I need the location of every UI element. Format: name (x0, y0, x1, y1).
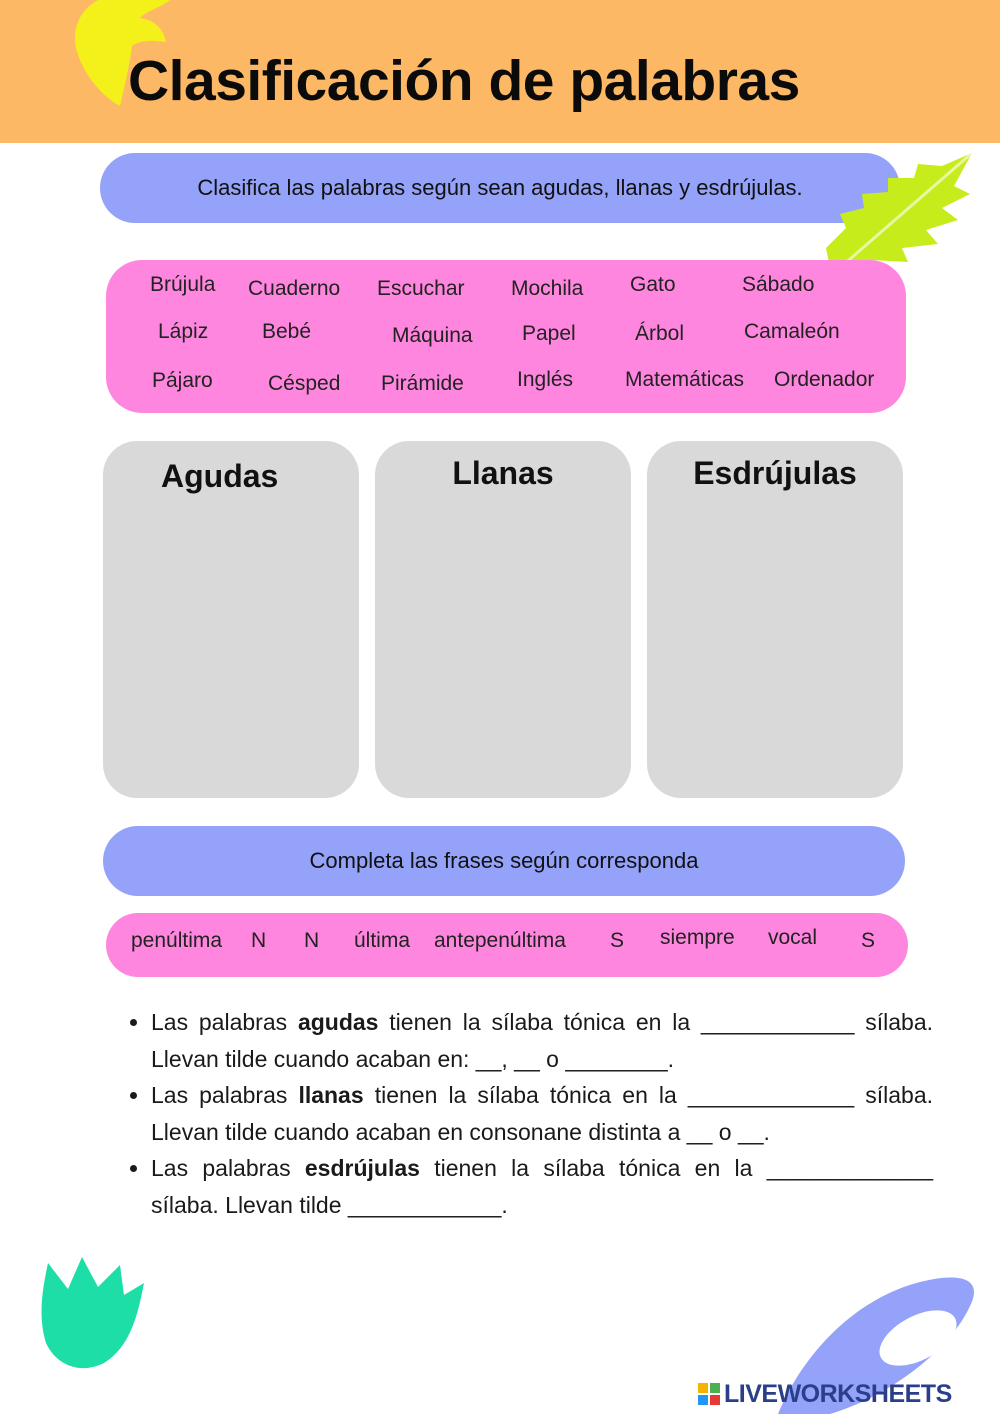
fill-word-item[interactable]: antepenúltima (434, 929, 566, 952)
word-bank-item[interactable]: Sábado (742, 273, 815, 296)
word-bank-item[interactable]: Máquina (392, 324, 473, 347)
word-bank-item[interactable]: Lápiz (158, 320, 209, 343)
word-bank-item[interactable]: Matemáticas (625, 368, 745, 391)
word-bank-item[interactable]: Ordenador (774, 368, 875, 391)
llanas-heading: Llanas (452, 455, 554, 491)
sentence-agudas: • Las palabras agudas tienen la sílaba tónica en la ____________ sílaba. Llevan tilde cuando acaban en: __, __ o ________. (151, 1004, 933, 1077)
sentence-list (124, 1004, 933, 1223)
word-bank-item[interactable]: Pirámide (381, 372, 464, 395)
esdrujulas-dropzone[interactable] (647, 441, 903, 798)
fill-word-item[interactable]: N (304, 929, 320, 952)
sentence-llanas: • Las palabras llanas tienen la sílaba tónica en la _____________ sílaba. Llevan tilde cuando acaban en consonane distinta a __ o __. (151, 1077, 933, 1150)
page-title: Clasificación de palabras (128, 49, 800, 113)
fill-word-item[interactable]: S (610, 929, 625, 952)
word-bank-item[interactable]: Cuaderno (248, 277, 341, 300)
classify-instruction (100, 153, 900, 223)
agudas-heading: Agudas (161, 458, 279, 494)
word-bank-item[interactable]: Brújula (150, 273, 216, 296)
green-leaf-decoration (822, 150, 977, 275)
complete-instruction (103, 826, 905, 896)
fill-word-item[interactable]: N (251, 929, 267, 952)
sentence-esdrujulas: • Las palabras esdrújulas tienen la sílaba tónica en la _____________ sílaba. Llevan tilde ____________. (151, 1150, 933, 1223)
fill-word-item[interactable]: penúltima (131, 929, 223, 952)
word-bank-item[interactable]: Árbol (635, 322, 685, 345)
word-bank-item[interactable]: Gato (630, 273, 676, 296)
fill-word-item[interactable]: vocal (768, 926, 818, 949)
word-bank-item[interactable]: Bebé (262, 320, 312, 343)
word-bank-item[interactable]: Inglés (517, 368, 574, 391)
teal-leaf-decoration (38, 1255, 148, 1375)
classify-instruction-text: Clasifica las palabras según sean agudas, llanas y esdrújulas. (197, 175, 803, 200)
word-bank-item[interactable]: Mochila (511, 277, 584, 300)
word-bank-item[interactable]: Césped (268, 372, 341, 395)
fill-word-item[interactable]: siempre (660, 926, 735, 949)
fill-word-item[interactable]: S (861, 929, 876, 952)
word-bank-item[interactable]: Papel (522, 322, 576, 345)
complete-instruction-text: Completa las frases según corresponda (309, 848, 699, 873)
fill-word-item[interactable]: última (354, 929, 411, 952)
brand-label: LIVEWORKSHEETS (724, 1380, 952, 1408)
word-bank-item[interactable]: Pájaro (152, 369, 213, 392)
esdrujulas-heading: Esdrújulas (693, 455, 857, 491)
word-bank-item[interactable]: Camaleón (744, 320, 840, 343)
word-bank-item[interactable]: Escuchar (377, 277, 465, 300)
liveworksheets-logo-icon (698, 1383, 720, 1405)
